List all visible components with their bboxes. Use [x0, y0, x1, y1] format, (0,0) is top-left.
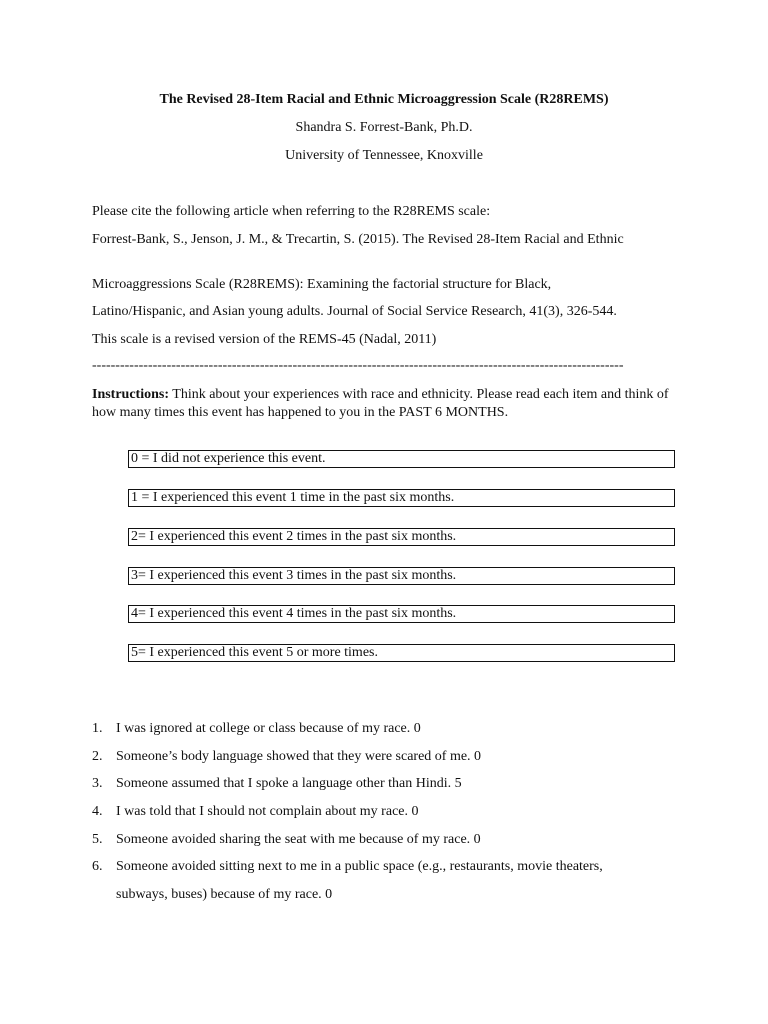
scale-option-0: 0 = I did not experience this event.	[128, 450, 675, 468]
item-text: Someone’s body language showed that they were scared of me. 0	[116, 749, 482, 764]
item-text: Someone assumed that I spoke a language other than Hindi. 5	[116, 776, 462, 791]
item-text: I was told that I should not complain about my race. 0	[116, 804, 419, 819]
citation-line-2: Microaggressions Scale (R28REMS): Examining the factorial structure for Black,	[92, 277, 552, 292]
document-title: The Revised 28-Item Racial and Ethnic Microaggression Scale (R28REMS)	[159, 92, 609, 107]
item-number: 4.	[92, 804, 103, 819]
item-number: 5.	[92, 832, 103, 847]
author-name: Shandra S. Forrest-Bank, Ph.D.	[295, 120, 473, 135]
scale-option-5: 5= I experienced this event 5 or more times.	[128, 644, 675, 662]
instructions-label: Instructions:	[92, 387, 170, 402]
author-affiliation: University of Tennessee, Knoxville	[285, 148, 483, 163]
item-text-continuation: subways, buses) because of my race. 0	[116, 887, 333, 902]
citation-intro: Please cite the following article when referring to the R28REMS scale:	[92, 204, 491, 219]
scale-option-1: 1 = I experienced this event 1 time in the past six months.	[128, 489, 675, 507]
item-number: 1.	[92, 721, 103, 736]
item-number: 3.	[92, 776, 103, 791]
instructions	[92, 386, 682, 422]
revision-note: This scale is a revised version of the REMS-45 (Nadal, 2011)	[92, 332, 437, 347]
instructions-text: Think about your experiences with race and ethnicity. Please read each item and think of how many times this event has happened to you in the PAST 6 MONTHS.	[92, 387, 669, 420]
dashed-divider: ------------------------------------------------------------------------------------------------------------------	[92, 358, 624, 373]
scale-option-4: 4= I experienced this event 4 times in the past six months.	[128, 605, 675, 623]
scale-option-2: 2= I experienced this event 2 times in the past six months.	[128, 528, 675, 546]
citation-line-3: Latino/Hispanic, and Asian young adults. Journal of Social Service Research, 41(3), 326-544.	[92, 304, 617, 319]
item-text: Someone avoided sharing the seat with me because of my race. 0	[116, 832, 481, 847]
item-number: 6.	[92, 859, 103, 874]
scale-option-3: 3= I experienced this event 3 times in the past six months.	[128, 567, 675, 585]
item-text: I was ignored at college or class because of my race. 0	[116, 721, 421, 736]
item-text: Someone avoided sitting next to me in a public space (e.g., restaurants, movie theaters,	[116, 859, 603, 874]
citation-line-1: Forrest-Bank, S., Jenson, J. M., & Trecartin, S. (2015). The Revised 28-Item Racial and Ethnic	[92, 232, 624, 247]
item-number: 2.	[92, 749, 103, 764]
